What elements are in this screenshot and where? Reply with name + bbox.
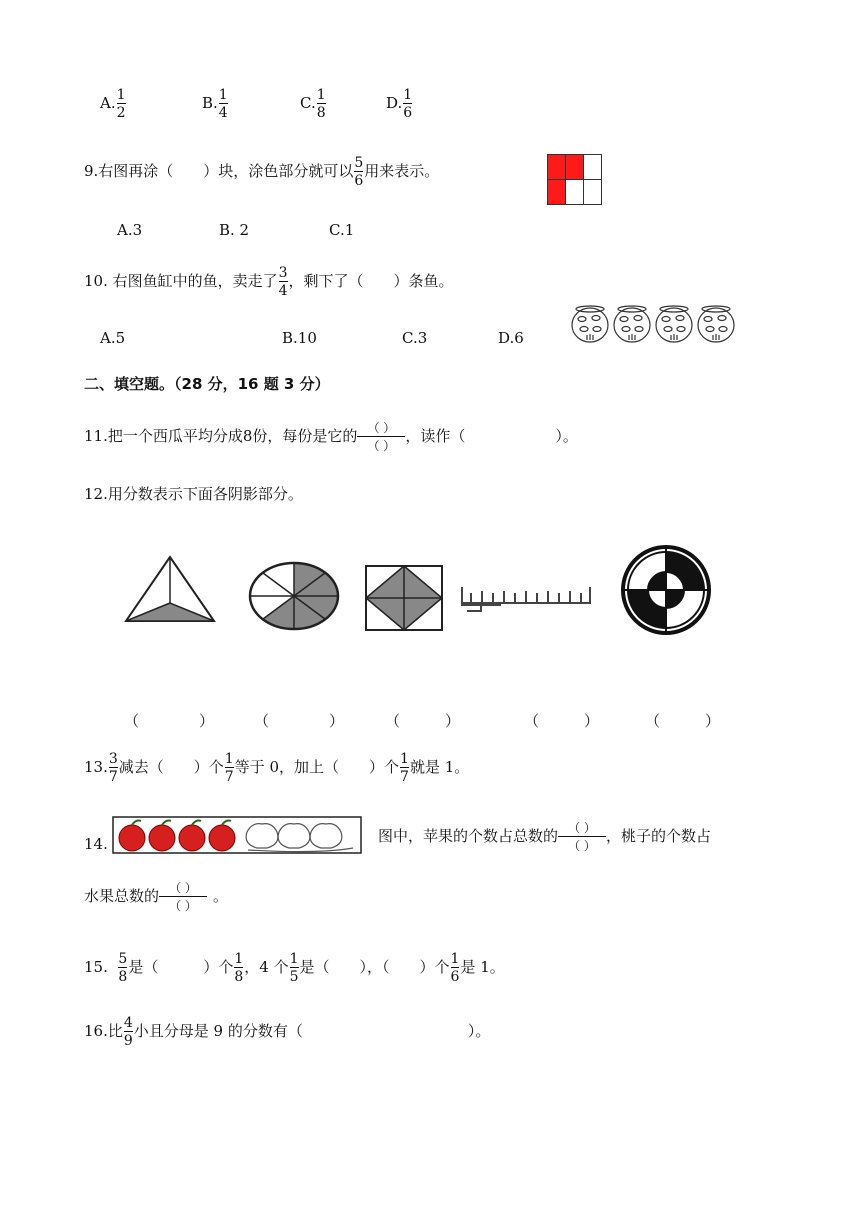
q16-text: 16.比 $\frac{4}{9}$ 小且分母是 9 的分数有（ ）。 <box>84 1015 491 1049</box>
q9-grid-figure <box>547 154 603 206</box>
q9-option-a[interactable]: A.3 <box>117 221 143 239</box>
q12-answer-4[interactable]: （ ） <box>524 712 600 730</box>
ruler-figure <box>459 583 593 615</box>
q10-option-b[interactable]: B.10 <box>282 329 317 347</box>
q13-text: 13. $\frac{3}{7}$ 减去（ ）个 $\frac{1}{7}$ 等于 0，加上（ ）个 $\frac{1}{7}$ 就是 1。 <box>84 751 470 785</box>
q9-cell-3 <box>584 155 602 180</box>
q8-option-b[interactable]: B. $\frac{1}{4}$ <box>202 87 228 121</box>
q11-blank-numerator[interactable]: （ ） <box>367 421 396 435</box>
q8-options <box>100 88 413 120</box>
q9-option-c[interactable]: C.1 <box>329 221 355 239</box>
q11-blank-denominator[interactable]: （ ） <box>357 436 405 452</box>
q14-line2: 水果总数的 （ ） （ ） 。 <box>84 881 229 913</box>
fish-tank-3 <box>656 306 692 342</box>
triangle-figure <box>124 555 216 625</box>
q10-option-a[interactable]: A.5 <box>100 329 126 347</box>
section-2-title: 二、填空题。（28 分，16 题 3 分） <box>84 375 330 393</box>
q12-answer-2[interactable]: （ ） <box>254 712 345 730</box>
fish-tank-2 <box>614 306 650 342</box>
q11-text: 11.把一个西瓜平均分成8份，每份是它的 （ ） （ ） ，读作（ ）。 <box>84 421 578 453</box>
square-diamond-figure <box>364 564 444 632</box>
q14-prefix: 14. <box>84 835 108 853</box>
peach-3 <box>310 824 342 848</box>
peach-2 <box>278 824 310 848</box>
q10-text: 10. 右图鱼缸中的鱼，卖走了 $\frac{3}{4}$ ，剩下了（ ）条鱼。 <box>84 265 454 299</box>
fish-tanks-figure <box>570 302 744 346</box>
peach-1 <box>246 824 278 848</box>
q12-answer-3[interactable]: （ ） <box>385 712 461 730</box>
q10-option-c[interactable]: C.3 <box>402 329 428 347</box>
q14-blank2-numerator[interactable]: （ ） <box>169 881 197 895</box>
target-figure <box>620 544 712 636</box>
q9-cell-6 <box>584 180 602 205</box>
q10-option-d[interactable]: D.6 <box>498 329 524 347</box>
fish-tank-1 <box>572 306 608 342</box>
q8-option-d[interactable]: D. $\frac{1}{6}$ <box>386 87 413 121</box>
q14-blank-denominator[interactable]: （ ） <box>558 836 606 852</box>
q10-options <box>100 329 524 347</box>
circle-eighths-figure <box>247 560 341 632</box>
q9-options <box>117 221 354 239</box>
q12-answer-5[interactable]: （ ） <box>645 712 721 730</box>
q12-text: 12.用分数表示下面各阴影部分。 <box>84 485 303 503</box>
q9-cell-2 <box>566 155 584 180</box>
q15-text: 15. $\frac{5}{8}$ 是（ ）个 $\frac{1}{8}$ ，4 个 $\frac{1}{5}$ 是（ ），（ ）个 $\frac{1}{6}$ 是 1。 <box>84 951 505 985</box>
fish-tank-4 <box>698 306 734 342</box>
q8-option-a[interactable]: A. $\frac{1}{2}$ <box>100 87 126 121</box>
q9-cell-1 <box>548 155 566 180</box>
q8-option-c[interactable]: C. $\frac{1}{8}$ <box>300 87 326 121</box>
q12-answer-1[interactable]: （ ） <box>124 712 215 730</box>
fruits-figure <box>112 816 362 854</box>
q9-option-b[interactable]: B. 2 <box>219 221 250 239</box>
q9-text: 9.右图再涂（ ）块，涂色部分就可以 $\frac{5}{6}$ 用来表示。 <box>84 155 440 189</box>
q9-cell-4 <box>548 180 566 205</box>
q9-cell-5 <box>566 180 584 205</box>
q14-blank2-denominator[interactable]: （ ） <box>159 896 207 912</box>
q14-blank-numerator[interactable]: （ ） <box>568 821 596 835</box>
q14-text: 图中，苹果的个数占总数的 （ ） （ ） ，桃子的个数占 <box>378 821 712 853</box>
